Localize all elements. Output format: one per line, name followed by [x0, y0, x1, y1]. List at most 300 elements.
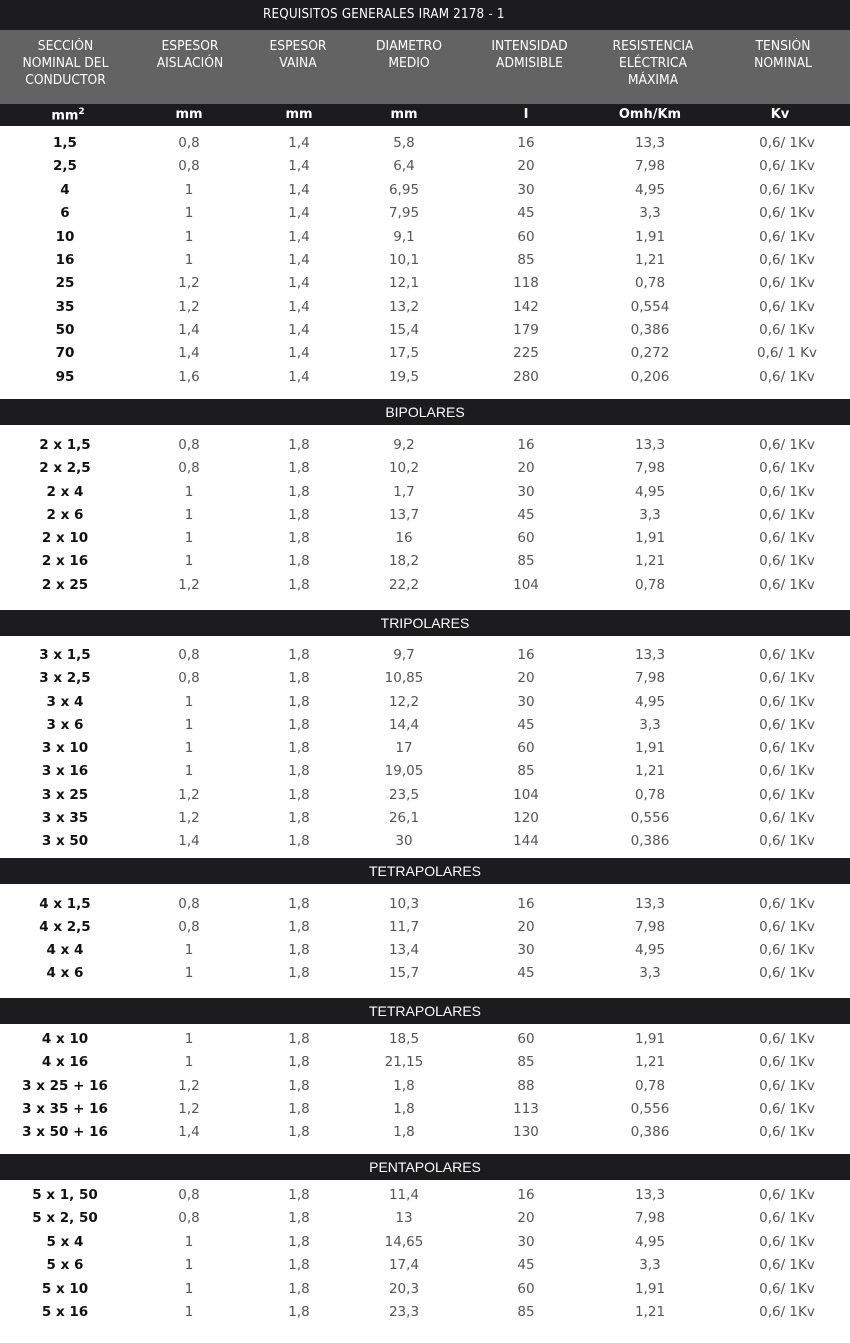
- cell-espesor-aislacion: 1: [184, 205, 194, 221]
- table-row: [0, 155, 850, 178]
- cell-intensidad: 16: [517, 896, 535, 912]
- cell-seccion: 2 x 10: [41, 530, 89, 546]
- cell-intensidad: 60: [517, 530, 535, 546]
- units-row: [0, 104, 850, 126]
- cell-tension: 0,6/ 1Kv: [759, 205, 815, 221]
- title-bar: [0, 0, 850, 30]
- cell-resistencia: 7,98: [634, 670, 666, 686]
- cell-espesor-aislacion: 1: [184, 507, 194, 523]
- cell-espesor-vaina: 1,8: [288, 896, 310, 912]
- cell-intensidad: 45: [517, 205, 535, 221]
- col-header-espesor-aislacion: ESPESOR AISLACIÓN: [156, 39, 224, 71]
- cell-espesor-aislacion: 1,2: [178, 810, 200, 826]
- table-row: [0, 272, 850, 295]
- cell-tension: 0,6/ 1Kv: [759, 1187, 815, 1203]
- cell-diametro: 10,1: [388, 252, 420, 268]
- unit-espesor-vaina: mm: [285, 107, 313, 122]
- cell-seccion: 3 x 35 + 16: [22, 1101, 108, 1117]
- cell-resistencia: 0,206: [630, 369, 670, 385]
- cell-diametro: 30: [395, 833, 413, 849]
- cell-espesor-aislacion: 1,2: [178, 275, 200, 291]
- table-row: [0, 667, 850, 690]
- cell-intensidad: 30: [517, 694, 535, 710]
- cell-tension: 0,6/ 1Kv: [759, 919, 815, 935]
- cell-seccion: 5 x 10: [41, 1281, 89, 1297]
- cell-tension: 0,6/ 1Kv: [759, 158, 815, 174]
- table-row: [0, 504, 850, 527]
- cell-espesor-aislacion: 1: [184, 252, 194, 268]
- cell-tension: 0,6/ 1Kv: [759, 369, 815, 385]
- cell-tension: 0,6/ 1Kv: [759, 694, 815, 710]
- table-row: [0, 1051, 850, 1074]
- cell-seccion: 3 x 16: [41, 763, 89, 779]
- table-row: [0, 760, 850, 783]
- cell-resistencia: 7,98: [634, 1210, 666, 1226]
- cell-resistencia: 0,386: [630, 833, 670, 849]
- cell-tension: 0,6/ 1Kv: [759, 577, 815, 593]
- cell-espesor-aislacion: 0,8: [178, 437, 200, 453]
- cell-tension: 0,6/ 1Kv: [759, 299, 815, 315]
- cell-resistencia: 1,21: [634, 1054, 666, 1070]
- cell-espesor-aislacion: 1: [184, 1054, 194, 1070]
- cell-diametro: 13,7: [388, 507, 420, 523]
- table-row: [0, 737, 850, 760]
- cell-espesor-vaina: 1,8: [288, 919, 310, 935]
- cell-resistencia: 13,3: [634, 647, 666, 663]
- cell-tension: 0,6/ 1Kv: [759, 763, 815, 779]
- cell-tension: 0,6/ 1Kv: [759, 322, 815, 338]
- cell-seccion: 4 x 1,5: [39, 896, 91, 912]
- cell-tension: 0,6/ 1Kv: [759, 1101, 815, 1117]
- cell-espesor-vaina: 1,4: [288, 369, 310, 385]
- cell-espesor-vaina: 1,8: [288, 810, 310, 826]
- cell-resistencia: 3,3: [639, 1257, 661, 1273]
- cell-tension: 0,6/ 1Kv: [759, 460, 815, 476]
- cell-espesor-vaina: 1,8: [288, 1210, 310, 1226]
- cell-intensidad: 85: [517, 252, 535, 268]
- cell-espesor-vaina: 1,8: [288, 1234, 310, 1250]
- cell-seccion: 3 x 2,5: [39, 670, 91, 686]
- cell-espesor-aislacion: 1: [184, 740, 194, 756]
- cell-espesor-aislacion: 1: [184, 942, 194, 958]
- unit-resistencia: Omh/Km: [618, 107, 682, 122]
- cell-resistencia: 3,3: [639, 205, 661, 221]
- table-row: [0, 962, 850, 985]
- cell-seccion: 10: [55, 229, 75, 245]
- cell-espesor-aislacion: 1: [184, 1304, 194, 1320]
- cell-intensidad: 16: [517, 135, 535, 151]
- table-row: [0, 1121, 850, 1144]
- cell-diametro: 14,4: [388, 717, 420, 733]
- cell-diametro: 6,4: [393, 158, 415, 174]
- cell-seccion: 3 x 6: [46, 717, 84, 733]
- cell-diametro: 7,95: [388, 205, 420, 221]
- cell-diametro: 19,5: [388, 369, 420, 385]
- table-row: [0, 574, 850, 597]
- cell-espesor-aislacion: 1,2: [178, 577, 200, 593]
- table-row: [0, 342, 850, 365]
- cell-espesor-vaina: 1,8: [288, 577, 310, 593]
- cell-intensidad: 45: [517, 717, 535, 733]
- cell-espesor-aislacion: 0,8: [178, 135, 200, 151]
- cell-espesor-aislacion: 0,8: [178, 647, 200, 663]
- cell-tension: 0,6/ 1Kv: [759, 810, 815, 826]
- cell-intensidad: 20: [517, 919, 535, 935]
- unit-diametro: mm: [390, 107, 418, 122]
- cell-intensidad: 104: [513, 787, 539, 803]
- cell-espesor-aislacion: 1,2: [178, 299, 200, 315]
- cell-intensidad: 130: [513, 1124, 539, 1140]
- cell-intensidad: 179: [513, 322, 539, 338]
- cell-diametro: 23,5: [388, 787, 420, 803]
- cell-espesor-vaina: 1,8: [288, 1281, 310, 1297]
- cell-seccion: 2,5: [53, 158, 77, 174]
- table-title: REQUISITOS GENERALES IRAM 2178 - 1: [263, 7, 505, 22]
- cell-diametro: 14,65: [384, 1234, 424, 1250]
- cell-diametro: 10,3: [388, 896, 420, 912]
- col-header-resistencia: RESISTENCIA ELÉCTRICA MÁXIMA: [612, 39, 694, 88]
- table-row: [0, 1098, 850, 1121]
- cell-espesor-vaina: 1,8: [288, 965, 310, 981]
- cell-espesor-aislacion: 1,2: [178, 1101, 200, 1117]
- cell-resistencia: 1,91: [634, 1031, 666, 1047]
- cell-resistencia: 0,556: [630, 810, 670, 826]
- table-row: [0, 550, 850, 573]
- cell-espesor-aislacion: 1: [184, 182, 194, 198]
- col-header-espesor-vaina: ESPESOR VAINA: [269, 39, 327, 71]
- cell-resistencia: 13,3: [634, 1187, 666, 1203]
- table-row: [0, 714, 850, 737]
- column-header-row: [0, 30, 850, 104]
- cell-tension: 0,6/ 1Kv: [759, 1054, 815, 1070]
- cell-seccion: 4 x 4: [46, 942, 84, 958]
- cell-tension: 0,6/ 1Kv: [759, 507, 815, 523]
- cell-intensidad: 104: [513, 577, 539, 593]
- cell-seccion: 3 x 25 + 16: [22, 1078, 108, 1094]
- cell-tension: 0,6/ 1Kv: [759, 252, 815, 268]
- cell-espesor-aislacion: 1: [184, 763, 194, 779]
- cell-espesor-vaina: 1,4: [288, 229, 310, 245]
- cell-resistencia: 0,386: [630, 322, 670, 338]
- cell-resistencia: 0,556: [630, 1101, 670, 1117]
- cell-espesor-aislacion: 1: [184, 229, 194, 245]
- cell-seccion: 2 x 1,5: [39, 437, 91, 453]
- cell-tension: 0,6/ 1Kv: [759, 833, 815, 849]
- cell-seccion: 2 x 4: [46, 484, 84, 500]
- cell-seccion: 3 x 50 + 16: [22, 1124, 108, 1140]
- cell-espesor-aislacion: 1,4: [178, 1124, 200, 1140]
- cell-diametro: 1,8: [393, 1101, 415, 1117]
- cell-resistencia: 1,21: [634, 252, 666, 268]
- cell-seccion: 3 x 50: [41, 833, 89, 849]
- cell-seccion: 2 x 6: [46, 507, 84, 523]
- table-row: [0, 319, 850, 342]
- cell-intensidad: 280: [513, 369, 539, 385]
- table-row: [0, 366, 850, 389]
- cell-intensidad: 113: [513, 1101, 539, 1117]
- cell-intensidad: 45: [517, 507, 535, 523]
- cell-tension: 0,6/ 1Kv: [759, 530, 815, 546]
- table-row: [0, 296, 850, 319]
- cell-intensidad: 16: [517, 437, 535, 453]
- cell-intensidad: 88: [517, 1078, 535, 1094]
- cell-espesor-vaina: 1,8: [288, 1101, 310, 1117]
- cell-tension: 0,6/ 1Kv: [759, 553, 815, 569]
- cell-intensidad: 85: [517, 1054, 535, 1070]
- cell-espesor-vaina: 1,4: [288, 158, 310, 174]
- col-header-intensidad: INTENSIDAD ADMISIBLE: [491, 39, 568, 71]
- table-row: [0, 1254, 850, 1277]
- cell-seccion: 25: [55, 275, 75, 291]
- cell-intensidad: 120: [513, 810, 539, 826]
- cell-espesor-aislacion: 1,2: [178, 787, 200, 803]
- table-row: [0, 179, 850, 202]
- cell-tension: 0,6/ 1Kv: [759, 787, 815, 803]
- cell-diametro: 12,1: [388, 275, 420, 291]
- table-row: [0, 226, 850, 249]
- cell-intensidad: 30: [517, 484, 535, 500]
- cell-espesor-vaina: 1,8: [288, 1257, 310, 1273]
- cell-espesor-aislacion: 0,8: [178, 896, 200, 912]
- cell-resistencia: 1,91: [634, 1281, 666, 1297]
- cell-espesor-aislacion: 1,4: [178, 345, 200, 361]
- cell-diametro: 17,5: [388, 345, 420, 361]
- cell-espesor-aislacion: 0,8: [178, 670, 200, 686]
- cell-seccion: 4 x 2,5: [39, 919, 91, 935]
- cell-espesor-aislacion: 1,6: [178, 369, 200, 385]
- cell-espesor-vaina: 1,8: [288, 717, 310, 733]
- table-row: [0, 830, 850, 853]
- cell-seccion: 5 x 16: [41, 1304, 89, 1320]
- cell-resistencia: 3,3: [639, 507, 661, 523]
- cell-intensidad: 45: [517, 965, 535, 981]
- cell-espesor-vaina: 1,8: [288, 1187, 310, 1203]
- cell-resistencia: 0,78: [634, 1078, 666, 1094]
- cell-tension: 0,6/ 1Kv: [759, 275, 815, 291]
- cell-espesor-aislacion: 1: [184, 1257, 194, 1273]
- cell-espesor-aislacion: 1: [184, 1234, 194, 1250]
- cell-espesor-vaina: 1,8: [288, 740, 310, 756]
- cell-resistencia: 0,78: [634, 787, 666, 803]
- cell-resistencia: 0,554: [630, 299, 670, 315]
- cell-resistencia: 1,91: [634, 229, 666, 245]
- cell-seccion: 35: [55, 299, 75, 315]
- cell-espesor-vaina: 1,8: [288, 484, 310, 500]
- cell-diametro: 15,4: [388, 322, 420, 338]
- table-row: [0, 1231, 850, 1254]
- cell-espesor-vaina: 1,8: [288, 1304, 310, 1320]
- cell-seccion: 6: [60, 205, 70, 221]
- cell-resistencia: 3,3: [639, 717, 661, 733]
- cell-diametro: 13: [395, 1210, 413, 1226]
- cell-intensidad: 20: [517, 1210, 535, 1226]
- cell-espesor-aislacion: 1,4: [178, 322, 200, 338]
- cell-espesor-aislacion: 1: [184, 694, 194, 710]
- table-row: [0, 1207, 850, 1230]
- cell-espesor-vaina: 1,8: [288, 1078, 310, 1094]
- cell-diametro: 20,3: [388, 1281, 420, 1297]
- table-row: [0, 916, 850, 939]
- cell-seccion: 5 x 4: [46, 1234, 84, 1250]
- table-row: [0, 1028, 850, 1051]
- cell-diametro: 18,2: [388, 553, 420, 569]
- cell-seccion: 3 x 4: [46, 694, 84, 710]
- cell-diametro: 19,05: [384, 763, 424, 779]
- cell-resistencia: 4,95: [634, 942, 666, 958]
- cell-seccion: 4 x 6: [46, 965, 84, 981]
- cell-seccion: 5 x 2, 50: [32, 1210, 98, 1226]
- cell-seccion: 4 x 16: [41, 1054, 89, 1070]
- cell-seccion: 2 x 2,5: [39, 460, 91, 476]
- cell-espesor-vaina: 1,4: [288, 182, 310, 198]
- cell-resistencia: 4,95: [634, 484, 666, 500]
- cell-intensidad: 20: [517, 670, 535, 686]
- cell-tension: 0,6/ 1Kv: [759, 647, 815, 663]
- table-row: [0, 457, 850, 480]
- cell-diametro: 17,4: [388, 1257, 420, 1273]
- cell-intensidad: 60: [517, 1281, 535, 1297]
- cell-seccion: 4 x 10: [41, 1031, 89, 1047]
- cell-diametro: 26,1: [388, 810, 420, 826]
- cell-espesor-aislacion: 1: [184, 1031, 194, 1047]
- table-row: [0, 784, 850, 807]
- cell-tension: 0,6/ 1Kv: [759, 717, 815, 733]
- cell-resistencia: 7,98: [634, 919, 666, 935]
- cell-intensidad: 142: [513, 299, 539, 315]
- cell-resistencia: 1,91: [634, 740, 666, 756]
- cell-resistencia: 4,95: [634, 182, 666, 198]
- cell-resistencia: 4,95: [634, 694, 666, 710]
- cell-tension: 0,6/ 1Kv: [759, 1078, 815, 1094]
- cell-diametro: 15,7: [388, 965, 420, 981]
- table-row: [0, 644, 850, 667]
- cell-seccion: 5 x 1, 50: [32, 1187, 98, 1203]
- cell-espesor-aislacion: 0,8: [178, 158, 200, 174]
- cell-diametro: 13,4: [388, 942, 420, 958]
- table-row: [0, 1278, 850, 1301]
- cell-espesor-aislacion: 1: [184, 530, 194, 546]
- cell-seccion: 16: [55, 252, 75, 268]
- cell-tension: 0,6/ 1Kv: [759, 135, 815, 151]
- cell-espesor-vaina: 1,8: [288, 553, 310, 569]
- cell-diametro: 1,8: [393, 1078, 415, 1094]
- table-row: [0, 691, 850, 714]
- cell-diametro: 22,2: [388, 577, 420, 593]
- cell-espesor-aislacion: 1: [184, 965, 194, 981]
- cell-intensidad: 60: [517, 229, 535, 245]
- cell-espesor-vaina: 1,8: [288, 1031, 310, 1047]
- cell-diametro: 5,8: [393, 135, 415, 151]
- cell-espesor-vaina: 1,4: [288, 252, 310, 268]
- cell-espesor-vaina: 1,8: [288, 437, 310, 453]
- cell-espesor-vaina: 1,8: [288, 763, 310, 779]
- cell-tension: 0,6/ 1Kv: [759, 740, 815, 756]
- cell-diametro: 10,2: [388, 460, 420, 476]
- cell-intensidad: 30: [517, 942, 535, 958]
- cell-seccion: 3 x 35: [41, 810, 89, 826]
- cell-intensidad: 30: [517, 182, 535, 198]
- cell-diametro: 23,3: [388, 1304, 420, 1320]
- cell-diametro: 9,2: [393, 437, 415, 453]
- cell-diametro: 12,2: [388, 694, 420, 710]
- cell-resistencia: 7,98: [634, 460, 666, 476]
- cell-espesor-aislacion: 1: [184, 1281, 194, 1297]
- cell-intensidad: 85: [517, 763, 535, 779]
- unit-seccion: $mm^2$: [51, 107, 85, 124]
- cell-tension: 0,6/ 1 Kv: [756, 345, 818, 361]
- cell-espesor-vaina: 1,8: [288, 530, 310, 546]
- cell-espesor-vaina: 1,4: [288, 205, 310, 221]
- cell-resistencia: 1,21: [634, 763, 666, 779]
- cell-espesor-aislacion: 0,8: [178, 1210, 200, 1226]
- cell-espesor-vaina: 1,4: [288, 135, 310, 151]
- cell-tension: 0,6/ 1Kv: [759, 670, 815, 686]
- cell-intensidad: 85: [517, 553, 535, 569]
- table-row: [0, 939, 850, 962]
- cell-seccion: 4: [60, 182, 70, 198]
- cell-tension: 0,6/ 1Kv: [759, 437, 815, 453]
- cell-espesor-vaina: 1,4: [288, 345, 310, 361]
- cell-tension: 0,6/ 1Kv: [759, 1281, 815, 1297]
- unit-intensidad: I: [523, 107, 529, 122]
- cell-espesor-aislacion: 1: [184, 553, 194, 569]
- cell-resistencia: 7,98: [634, 158, 666, 174]
- cell-tension: 0,6/ 1Kv: [759, 1304, 815, 1320]
- cell-intensidad: 20: [517, 460, 535, 476]
- cell-espesor-vaina: 1,8: [288, 670, 310, 686]
- cell-intensidad: 85: [517, 1304, 535, 1320]
- cell-resistencia: 0,78: [634, 275, 666, 291]
- section-header-4: TETRAPOLARES: [0, 998, 850, 1024]
- cell-seccion: 70: [55, 345, 75, 361]
- cell-intensidad: 118: [513, 275, 539, 291]
- cell-seccion: 3 x 1,5: [39, 647, 91, 663]
- cell-espesor-aislacion: 1,4: [178, 833, 200, 849]
- cell-tension: 0,6/ 1Kv: [759, 942, 815, 958]
- cell-espesor-aislacion: 1: [184, 717, 194, 733]
- cell-diametro: 13,2: [388, 299, 420, 315]
- cell-diametro: 9,1: [393, 229, 415, 245]
- cell-tension: 0,6/ 1Kv: [759, 182, 815, 198]
- table-row: [0, 807, 850, 830]
- section-header-2: TRIPOLARES: [0, 610, 850, 636]
- cell-resistencia: 13,3: [634, 437, 666, 453]
- col-header-seccion: SECCIÓN NOMINAL DEL CONDUCTOR: [22, 39, 109, 88]
- cell-diametro: 16: [395, 530, 413, 546]
- cell-diametro: 18,5: [388, 1031, 420, 1047]
- cell-resistencia: 13,3: [634, 135, 666, 151]
- cell-espesor-vaina: 1,8: [288, 787, 310, 803]
- cell-espesor-aislacion: 1: [184, 484, 194, 500]
- cell-tension: 0,6/ 1Kv: [759, 965, 815, 981]
- cell-espesor-aislacion: 1,2: [178, 1078, 200, 1094]
- cell-resistencia: 4,95: [634, 1234, 666, 1250]
- cell-espesor-vaina: 1,8: [288, 942, 310, 958]
- cell-seccion: 5 x 6: [46, 1257, 84, 1273]
- cell-intensidad: 60: [517, 1031, 535, 1047]
- cell-espesor-vaina: 1,8: [288, 1054, 310, 1070]
- cell-espesor-vaina: 1,8: [288, 833, 310, 849]
- table-row: [0, 1184, 850, 1207]
- cell-diametro: 17: [395, 740, 413, 756]
- cell-diametro: 11,4: [388, 1187, 420, 1203]
- cell-tension: 0,6/ 1Kv: [759, 1234, 815, 1250]
- cell-intensidad: 225: [513, 345, 539, 361]
- cell-diametro: 21,15: [384, 1054, 424, 1070]
- cell-espesor-vaina: 1,8: [288, 460, 310, 476]
- cell-espesor-aislacion: 0,8: [178, 919, 200, 935]
- col-header-diametro-medio: DIAMETRO MEDIO: [376, 39, 442, 71]
